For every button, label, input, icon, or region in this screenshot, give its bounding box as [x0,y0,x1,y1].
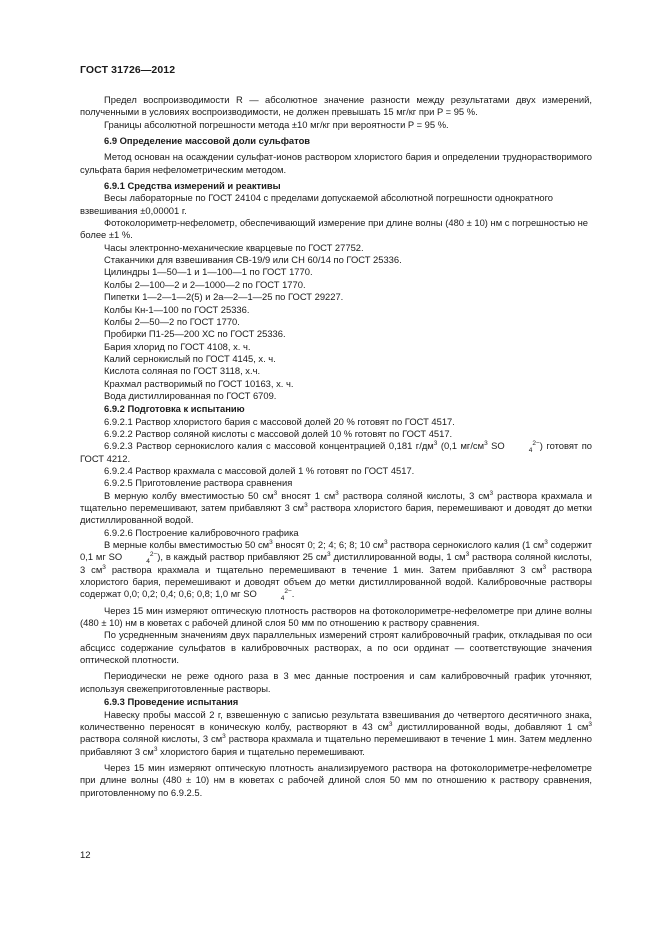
list-item: Кислота соляная по ГОСТ 3118, х.ч. [104,365,261,377]
list-item: Колбы Кн-1—100 по ГОСТ 25336. [104,303,250,315]
reference-solution-paragraph: В мерную колбу вместимостью 50 $см^3$ вносят 1 $см^3$ раствора соляной кислоты, 3 $см^3$ раствора крахмала и тщательно перемешивают, затем прибавляют 3 $см^3$ раствора хлористого бария, перемешивают и доводят до метки дистиллированной водой. [80,489,592,526]
section-heading-6-9-1: 6.9.1 Средства измерений и реактивы [104,180,281,192]
section-heading-6-9-3: 6.9.3 Проведение испытания [104,696,239,708]
list-item: Колбы 2—50—2 по ГОСТ 1770. [104,315,240,327]
item-6-9-2-4: 6.9.2.4 Раствор крахмала с массовой долей 1 % готовят по ГОСТ 4517. [104,464,415,476]
list-item: Пипетки 1—2—1—2(5) и 2а—2—1—25 по ГОСТ 29227. [104,291,344,303]
list-item: Фотоколориметр-нефелометр, обеспечивающий измерение при длине волны (480 ± 10) нм с погрешностью не более ±1 %. [80,217,588,241]
item-6-9-2-3: 6.9.2.3 Раствор сернокислого калия с массовой концентрацией 0,181 $г/дм^3$ (0,1 $мг/см^3$ SO $_4^{2-}$) готовят по ГОСТ 4212. [80,440,592,464]
list-item: Калий сернокислый по ГОСТ 4145, х. ч. [104,352,276,364]
calibration-paragraph: В мерные колбы вместимостью 50 $см^3$ вносят 0; 2; 4; 6; 8; 10 $см^3$ раствора сернокислого калия (1 $см^3$ содержит 0,1 мг SO $_4^{2-}$), в каждый раствор прибавляют 25 $см^3$ дистиллированной воды, 1 $см^3$ раствора соляной кислоты, 3 $см^3$ раствора крахмала и тщательно перемешивают в течение 1 мин. Затем прибавляют 3 $см^3$ раствора хлористого бария, перемешивают и доводят объем до метки дистиллированной водой. Калибровочные растворы содержат 0,0; 0,2; 0,4; 0,6; 0,8; 1,0 мг SO $_4^{2-}$. [80,538,593,603]
list-item: Стаканчики для взвешивания СВ-19/9 или СН 60/14 по ГОСТ 25336. [104,254,402,266]
item-6-9-2-2: 6.9.2.2 Раствор соляной кислоты с массовой долей 10 % готовят по ГОСТ 4517. [104,427,453,439]
list-item: Цилиндры 1—50—1 и 1—100—1 по ГОСТ 1770. [104,266,313,278]
equipment-list [80,192,592,402]
periodic-check-paragraph: Периодически не реже одного раза в 3 мес данные построения и сам калибровочный график уточняют, используя свежеприготовленные растворы. [80,670,592,694]
standard-code: ГОСТ 31726—2012 [80,64,176,76]
list-item: Пробирки П1-25—200 ХС по ГОСТ 25336. [104,328,286,340]
item-6-9-2-5: 6.9.2.5 Приготовление раствора сравнения [104,477,293,489]
method-paragraph: Метод основан на осаждении сульфат-ионов раствором хлористого бария и определении труднорастворимого сульфата бария нефелометрическим методом. [80,151,592,175]
reproducibility-paragraph: Предел воспроизводимости R — абсолютное значение разности между результатами двух измерений, полученными в условиях воспроизводимости, не должен превышать 15 мг/кг при P = 95 %. [80,94,592,118]
list-item: Часы электронно-механические кварцевые по ГОСТ 27752. [104,241,364,253]
measurement-paragraph: Через 15 мин измеряют оптическую плотность растворов на фотоколориметре-нефелометре при длине волны (480 ± 10) нм в кюветах с рабочей длиной слоя 50 мм по отношению к раствору сравнения. [80,604,592,629]
item-6-9-2-1: 6.9.2.1 Раствор хлористого бария с массовой долей 20 % готовят по ГОСТ 4517. [104,415,455,427]
list-item: Бария хлорид по ГОСТ 4108, х. ч. [104,340,251,352]
graph-paragraph: По усредненным значениям двух параллельных измерений строят калибровочный график, откладывая по оси абсцисс содержание сульфатов в калибровочных растворах, а по оси ординат — соответствующие значения оптической плотности. [80,629,592,666]
section-heading-6-9-2: 6.9.2 Подготовка к испытанию [104,403,245,415]
item-6-9-2-6: 6.9.2.6 Построение калибровочного графика [104,526,299,538]
list-item: Весы лабораторные по ГОСТ 24104 с пределами допускаемой абсолютной погрешности однократного взвешивания ±0,00001 г. [80,192,554,216]
section-heading-6-9: 6.9 Определение массовой доли сульфатов [104,135,311,147]
document-body [80,94,592,799]
test-procedure-paragraph: Навеску пробы массой 2 г, взвешенную с записью результата взвешивания до четвертого десятичного знака, количественно переносят в коническую колбу, растворяют в 43 $см^3$ дистиллированной воды, добавляют 1 $см^3$ раствора соляной кислоты, 3 $см^3$ раствора крахмала и тщательно перемешивают в течение 1 мин. Затем медленно прибавляют 3 $см^3$ хлористого бария и тщательно перемешивают. [80,708,593,757]
list-item: Крахмал растворимый по ГОСТ 10163, х. ч. [104,377,294,389]
final-measurement-paragraph: Через 15 мин измеряют оптическую плотность анализируемого раствора на фотоколориметре-нефелометре при длине волны (480 ± 10) нм в кюветах с рабочей длиной слоя 50 мм по отношению к раствору сравнения, приготовленному по 6.9.2.5. [80,761,592,798]
error-limits-paragraph: Границы абсолютной погрешности метода ±10 мг/кг при вероятности P = 95 %. [104,118,449,130]
list-item: Вода дистиллированная по ГОСТ 6709. [104,389,277,401]
list-item: Колбы 2—100—2 и 2—1000—2 по ГОСТ 1770. [104,278,306,290]
page-number: 12 [80,850,91,861]
